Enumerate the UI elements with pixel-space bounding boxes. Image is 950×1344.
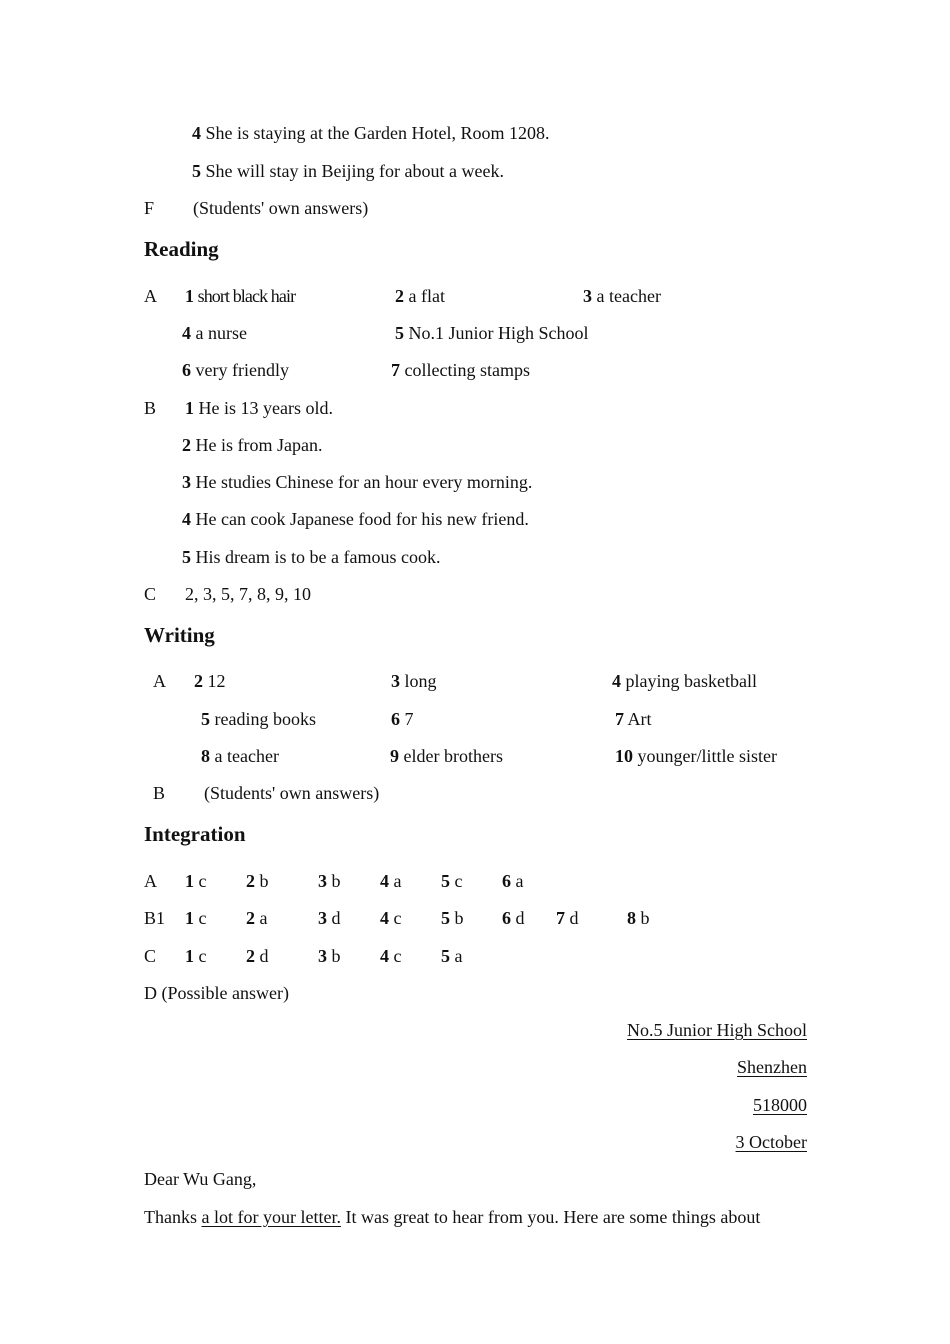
answer-item: 8 b	[627, 908, 650, 928]
answer-item: 6 d	[502, 908, 525, 928]
section-label: F	[144, 198, 155, 218]
answer-item: 1 c	[185, 871, 207, 891]
answer-item: 3 b	[318, 946, 341, 966]
letter-address-line: No.5 Junior High School	[627, 1020, 807, 1040]
answer-item: 5 reading books	[201, 709, 316, 729]
answer-item: 7 Art	[615, 709, 652, 729]
letter-body: Thanks a lot for your letter. It was great to hear from you. Here are some things about	[144, 1207, 761, 1227]
answer-item: 4 She is staying at the Garden Hotel, Room 1208.	[192, 123, 550, 143]
answer-item: 6 7	[391, 709, 414, 729]
answer-item: 3 a teacher	[583, 286, 661, 306]
answer-item: 2 a	[246, 908, 268, 928]
answer-item: 3 He studies Chinese for an hour every morning.	[182, 472, 533, 492]
section-heading: Integration	[144, 822, 246, 846]
answer-item: 2 He is from Japan.	[182, 435, 323, 455]
answer-item: 3 d	[318, 908, 341, 928]
answer-item: 9 elder brothers	[390, 746, 503, 766]
section-label: B1	[144, 908, 166, 928]
answer-item: 7 d	[556, 908, 579, 928]
answer-text: (Students' own answers)	[204, 783, 380, 803]
section-label: B	[144, 398, 157, 418]
answer-item: 3 b	[318, 871, 341, 891]
answer-item: 1 c	[185, 946, 207, 966]
section-label: A	[153, 671, 166, 691]
letter-address-line: Shenzhen	[737, 1057, 807, 1077]
section-label: C	[144, 584, 157, 604]
letter-address-line: 518000	[753, 1095, 807, 1115]
section-heading: Writing	[144, 623, 215, 647]
section-heading: Reading	[144, 237, 219, 261]
answer-text: (Students' own answers)	[193, 198, 369, 218]
answer-item: 1 c	[185, 908, 207, 928]
answer-item: 1 He is 13 years old.	[185, 398, 333, 418]
answer-item: 4 a	[380, 871, 402, 891]
section-label: B	[153, 783, 166, 803]
answer-text: D (Possible answer)	[144, 983, 289, 1003]
answer-item: 4 playing basketball	[612, 671, 757, 691]
answer-item: 5 c	[441, 871, 463, 891]
answer-item: 10 younger/little sister	[615, 746, 777, 766]
answer-item: 4 c	[380, 908, 402, 928]
answer-item: 5 She will stay in Beijing for about a week.	[192, 161, 504, 181]
answer-item: 4 c	[380, 946, 402, 966]
answer-item: 3 long	[391, 671, 437, 691]
letter-greeting: Dear Wu Gang,	[144, 1169, 257, 1189]
answer-item: 8 a teacher	[201, 746, 279, 766]
section-label: A	[144, 871, 157, 891]
section-label: A	[144, 286, 157, 306]
answer-item: 5 His dream is to be a famous cook.	[182, 547, 441, 567]
answer-item: 2 a flat	[395, 286, 445, 306]
answer-item: 5 b	[441, 908, 464, 928]
answer-item: 2 d	[246, 946, 269, 966]
answer-item: 5 No.1 Junior High School	[395, 323, 589, 343]
answer-item: 4 a nurse	[182, 323, 247, 343]
answer-item: 1 short black hair	[185, 286, 296, 306]
answer-item: 6 very friendly	[182, 360, 289, 380]
answer-item: 6 a	[502, 871, 524, 891]
answer-text: 2, 3, 5, 7, 8, 9, 10	[185, 584, 311, 604]
section-label: C	[144, 946, 157, 966]
answer-item: 2 12	[194, 671, 226, 691]
answer-item: 4 He can cook Japanese food for his new friend.	[182, 509, 529, 529]
answer-item: 5 a	[441, 946, 463, 966]
letter-date: 3 October	[735, 1132, 807, 1152]
answer-item: 7 collecting stamps	[391, 360, 530, 380]
answer-item: 2 b	[246, 871, 269, 891]
